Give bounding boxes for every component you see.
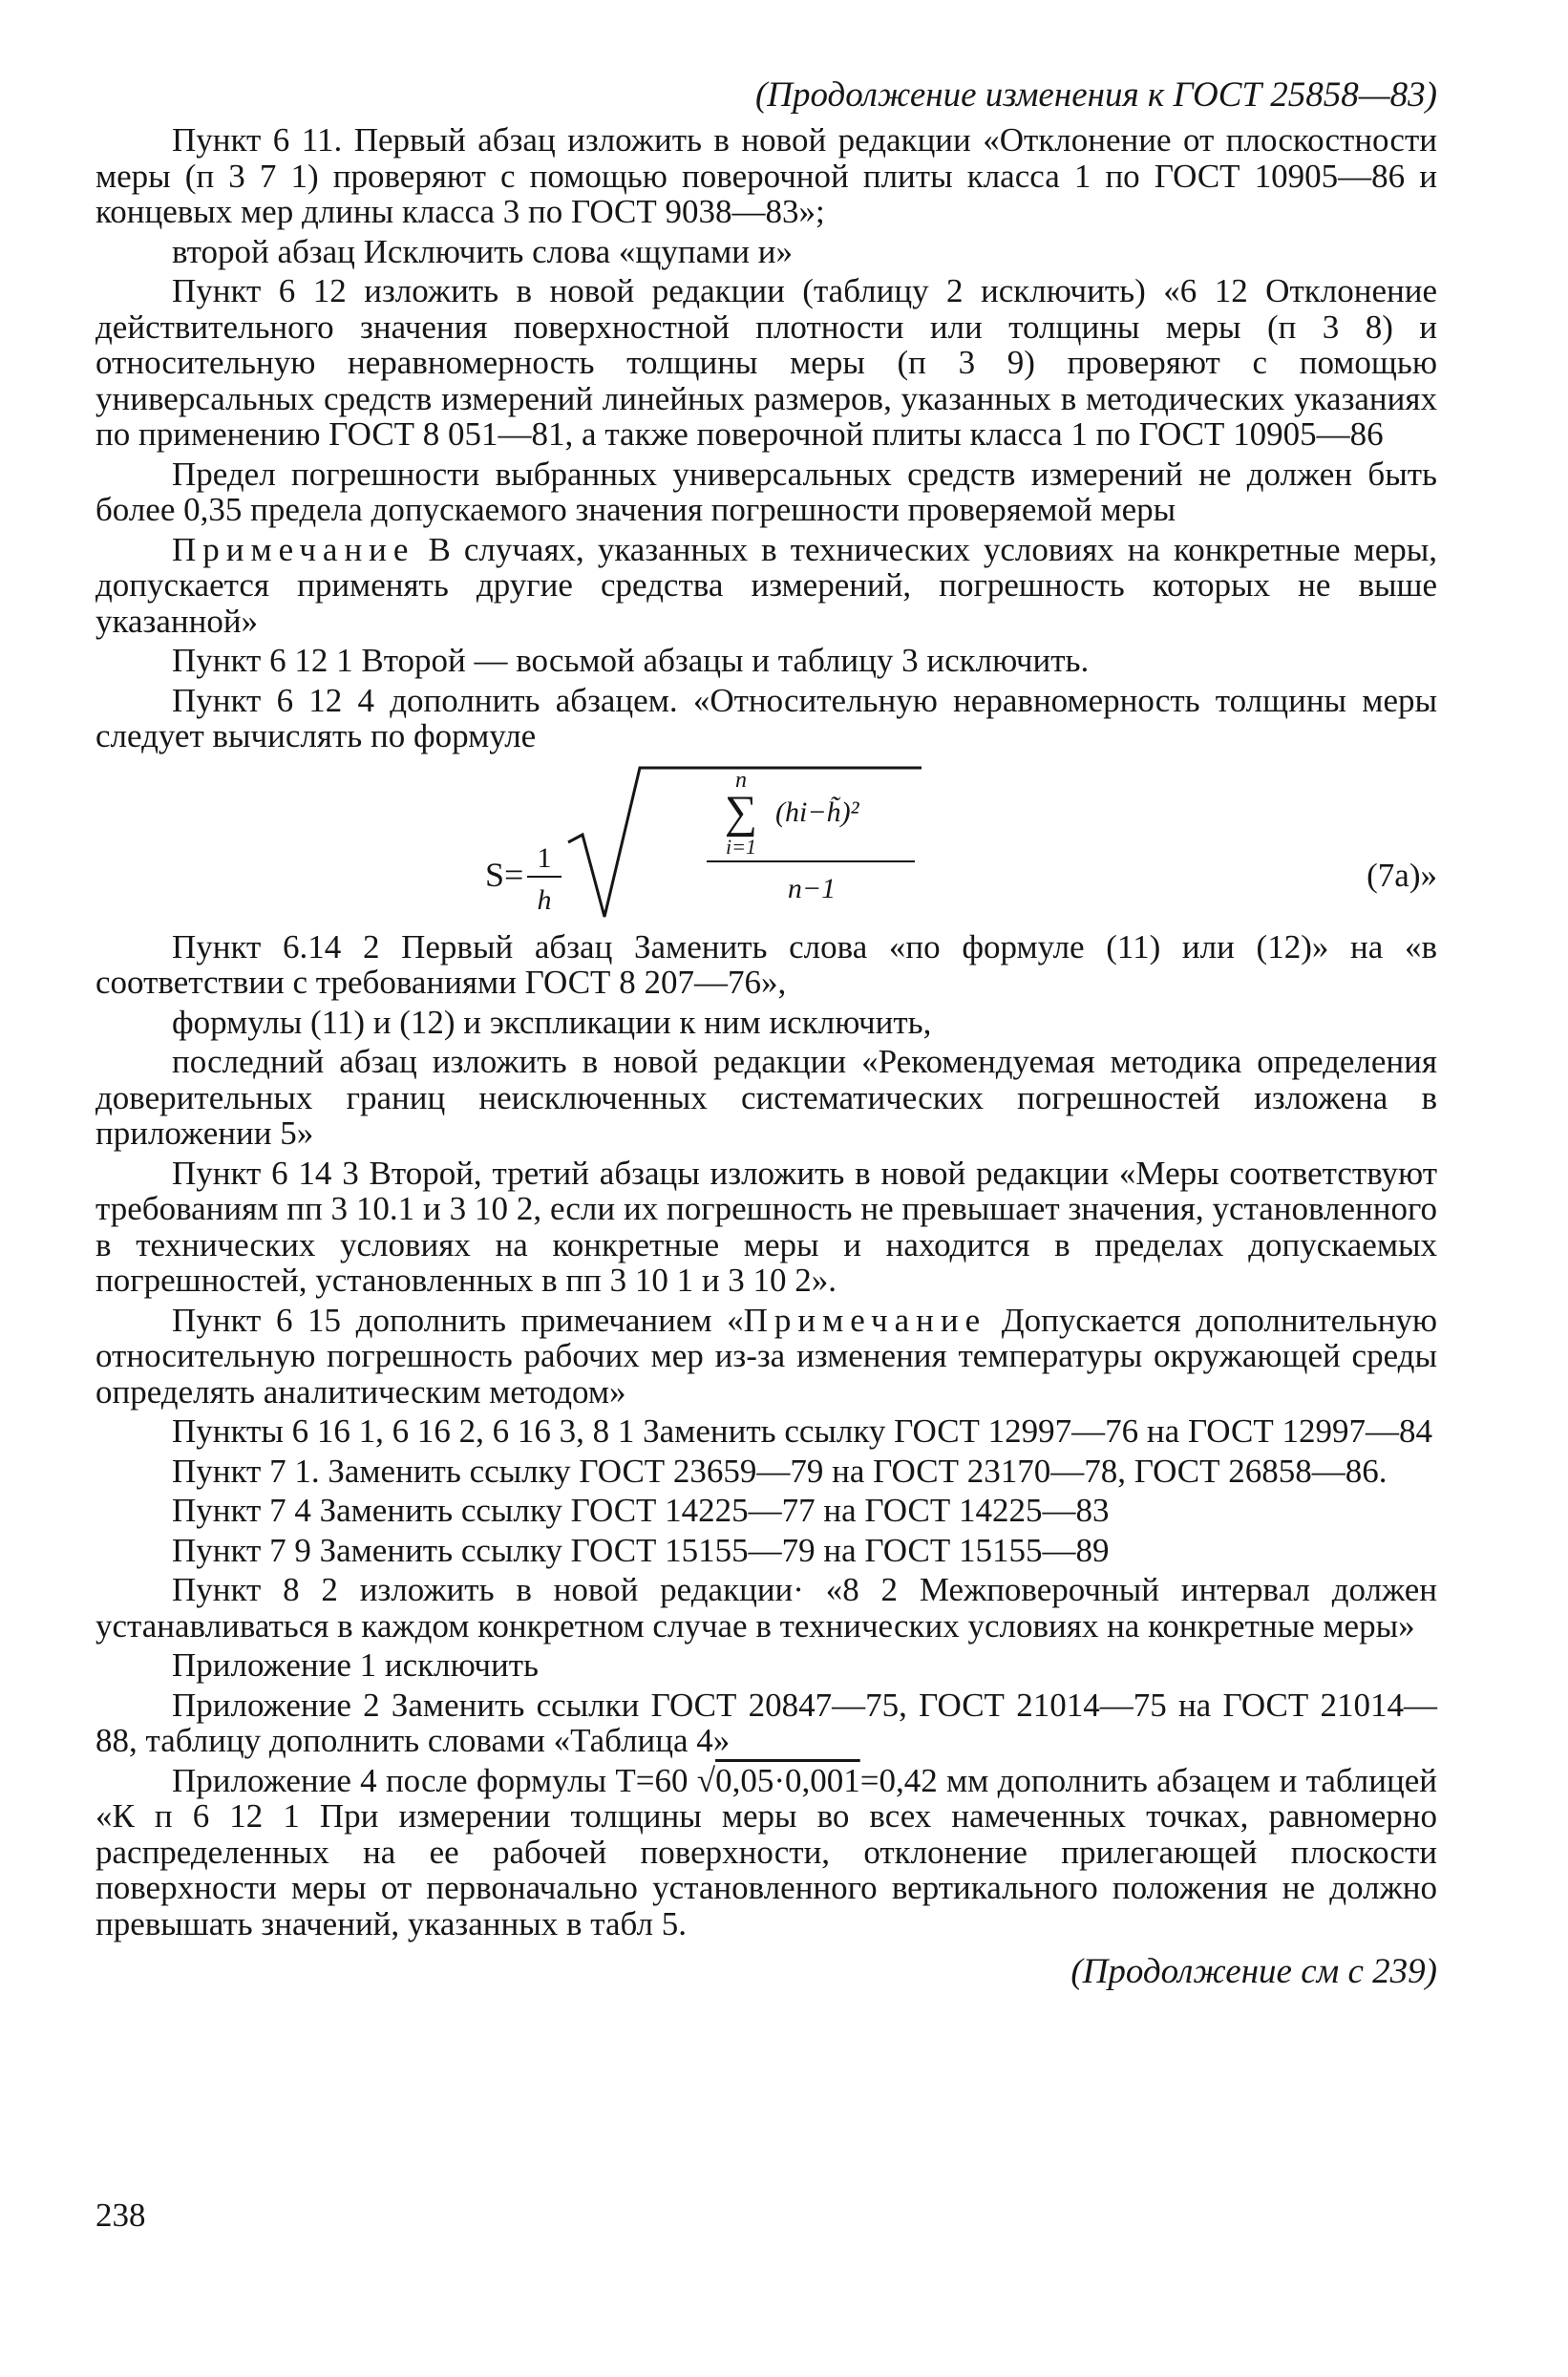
note-paragraph (95, 532, 1437, 640)
page-header: (Продолжение изменения к ГОСТ 25858—83) (754, 75, 1437, 115)
note-text: В случаях, указанных в технических условиях на конкретные меры, допускается применять другие средства измерений, погрешность которых не выше указанной» (95, 530, 1437, 640)
inline-radicand: 0,05·0,001 (715, 1761, 860, 1799)
para-text: Допускается дополнительную относительную погрешность рабочих мер из-за изменения температуры окружающей среды определять аналитическим методом» (95, 1301, 1437, 1411)
formula-frac-num: 1 (537, 841, 552, 874)
paragraph: Пункт 7 1. Заменить ссылку ГОСТ 23659—79 на ГОСТ 23170—78, ГОСТ 26858—86. (172, 1452, 1388, 1490)
paragraph: Пункт 6 12 4 дополнить абзацем. «Относительную неравномерность толщины меры следует вычислять по формуле (95, 681, 1437, 754)
note-label: Примечание (172, 530, 415, 568)
paragraph: Приложение 2 Заменить ссылки ГОСТ 20847—75, ГОСТ 21014—75 на ГОСТ 21014—88, таблицу дополнить словами «Таблица 4» (95, 1686, 1437, 1759)
paragraph: Пункт 7 9 Заменить ссылку ГОСТ 15155—79 на ГОСТ 15155—89 (172, 1531, 1110, 1569)
para-text: Приложение 4 после формулы T=60 √ (172, 1761, 716, 1799)
formula-number: (7а)» (1367, 856, 1437, 894)
page-number: 238 (95, 2197, 146, 2234)
formula-frac-den: h (537, 883, 552, 916)
paragraph: Пункт 6 11. Первый абзац изложить в новой редакции «Отклонение от плоскостности меры (п 3 7 1) проверяют с помощью поверочной плиты класса 1 по ГОСТ 10905—86 и концевых мер длины класса 3 по ГОСТ 9038—83»; (95, 121, 1437, 230)
paragraph-with-note (95, 1303, 1437, 1411)
paragraph: второй абзац Исключить слова «щупами и» (172, 232, 794, 270)
document-page (95, 74, 1437, 1993)
sum-symbol: ∑ (724, 786, 758, 838)
para-text: =0,42 мм дополнить абзацем и таблицей «К п 6 12 1 При измерении толщины меры во всех намеченных точках, равномерно распределенных на ее рабочей поверхности, отклонение прилегающей плоскости поверхности меры от первоначально установленного вертикального положения не должно превышать значений, указанных в табл 5. (95, 1761, 1437, 1942)
sum-top: n (735, 767, 747, 793)
summand: (hi−h̃)² (775, 796, 859, 828)
paragraph: Предел погрешности выбранных универсальных средств измерений не должен быть более 0,35 предела допускаемого значения погрешности проверяемой меры (95, 455, 1437, 528)
paragraph: Пункт 6 12 1 Второй — восьмой абзацы и таблицу 3 исключить. (172, 642, 1090, 679)
paragraph: последний абзац изложить в новой редакции «Рекомендуемая методика определения доверительных границ неисключенных систематических погрешностей изложена в приложении 5» (95, 1043, 1437, 1152)
formula-7a (95, 764, 1437, 922)
paragraph: Пункт 7 4 Заменить ссылку ГОСТ 14225—77 на ГОСТ 14225—83 (172, 1492, 1110, 1529)
paragraph: Пункт 6 14 3 Второй, третий абзацы изложить в новой редакции «Меры соответствуют требованиям пп 3 10.1 и 3 10 2, если их погрешность не превышает значения, установленного в технических условиях на конкретные меры и находится в пределах допускаемых погрешностей, установленных в пп 3 10 1 и 3 10 2». (95, 1154, 1437, 1299)
paragraph: Приложение 1 исключить (172, 1646, 539, 1684)
paragraph: Пункт 8 2 изложить в новой редакции· «8 2 Межповерочный интервал должен устанавливаться в каждом конкретном случае в технических условиях на конкретные меры» (95, 1571, 1437, 1645)
formula-svg (95, 764, 1437, 922)
para-text: Пункт 6 15 дополнить примечанием « (172, 1301, 744, 1339)
inner-denominator: n−1 (787, 872, 837, 904)
paragraph: Пункт 6 12 изложить в новой редакции (таблицу 2 исключить) «6 12 Отклонение действительного значения поверхностной плотности или толщины меры (п 3 8) и относительную неравномерность толщины меры (п 3 9) проверяют с помощью универсальных средств измерений линейных размеров, указанных в методических указаниях по применению ГОСТ 8 051—81, а также поверочной плиты класса 1 по ГОСТ 10905—86 (95, 272, 1437, 453)
paragraph-appendix-4 (95, 1763, 1437, 1942)
sum-bottom: i=1 (726, 834, 756, 859)
continuation-note: (Продолжение см с 239) (1070, 1952, 1437, 1991)
formula-lhs: S= (485, 855, 524, 894)
note-label: Примечание (743, 1301, 987, 1339)
paragraph: формулы (11) и (12) и экспликации к ним исключить, (172, 1003, 932, 1041)
paragraph: Пункт 6.14 2 Первый абзац Заменить слова «по формуле (11) или (12)» на «в соответствии с требованиями ГОСТ 8 207—76», (95, 927, 1437, 1001)
paragraph: Пункты 6 16 1, 6 16 2, 6 16 3, 8 1 Заменить ссылку ГОСТ 12997—76 на ГОСТ 12997—84 (172, 1412, 1432, 1450)
